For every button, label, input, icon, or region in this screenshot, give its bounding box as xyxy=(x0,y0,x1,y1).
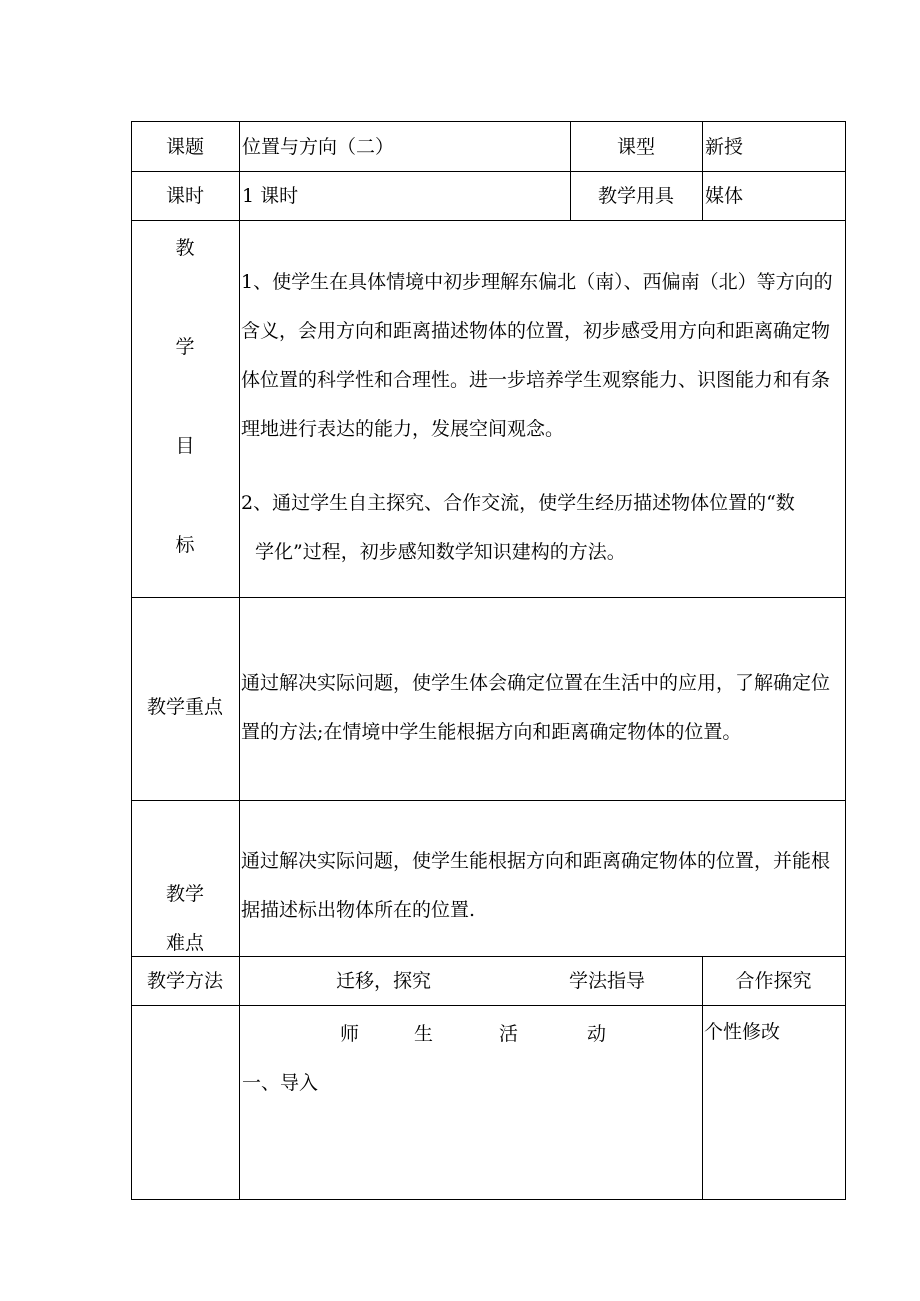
activity-heading-char: 动 xyxy=(587,1023,607,1045)
goals-label-char: 标 xyxy=(175,534,195,556)
lesson-type-label: 课型 xyxy=(616,136,655,158)
topic-label: 课题 xyxy=(165,136,204,158)
difficulties-text: 通过解决实际问题，使学生能根据方向和距离确定物体的位置，并能根据描述标出物体所在的位置. xyxy=(241,850,831,921)
key-points-label: 教学重点 xyxy=(146,696,223,718)
section-intro-heading: 一、导入 xyxy=(242,1072,319,1094)
goal-item-2-line-2: 学化”过程，初步感知数学知识建构的方法。 xyxy=(255,541,626,563)
goal-item-2-line-1: 2、通过学生自主探究、合作交流，使学生经历描述物体位置的“数 xyxy=(241,492,795,514)
lesson-type-value: 新授 xyxy=(705,136,744,158)
difficulties-label-line-1: 教学 xyxy=(165,883,204,905)
teaching-tools-value: 媒体 xyxy=(705,185,744,207)
study-guide-value: 合作探究 xyxy=(735,970,812,992)
col-divider xyxy=(702,121,703,221)
difficulties-label-line-2: 难点 xyxy=(165,932,204,954)
activity-heading-char: 活 xyxy=(499,1023,519,1045)
goals-label-char: 学 xyxy=(175,336,195,358)
teaching-method-value: 迁移，探究 xyxy=(336,970,432,992)
period-value: 1 课时 xyxy=(242,185,299,207)
key-points-text: 通过解决实际问题，使学生体会确定位置在生活中的应用，了解确定位置的方法;在情境中学生能根据方向和距离确定物体的位置。 xyxy=(241,672,831,743)
goals-label-char: 目 xyxy=(175,435,195,457)
activity-heading-char: 生 xyxy=(414,1023,434,1045)
activity-heading-char: 师 xyxy=(340,1023,360,1045)
teaching-method-label: 教学方法 xyxy=(146,970,223,992)
goals-label-char: 教 xyxy=(175,237,195,259)
col-divider xyxy=(239,121,240,1200)
study-guide-label: 学法指导 xyxy=(569,970,646,992)
goal-item-1: 1、使学生在具体情境中初步理解东偏北（南）、西偏南（北）等方向的含义，会用方向和距离描述物体的位置，初步感受用方向和距离确定物体位置的科学性和合理性。进一步培养学生观察能力、识图能力和有条理地进行表达的能力，发展空间观念。 xyxy=(241,271,833,440)
teaching-tools-label: 教学用具 xyxy=(597,185,674,207)
period-label: 课时 xyxy=(165,185,204,207)
personal-notes-label: 个性修改 xyxy=(704,1021,781,1043)
topic-value: 位置与方向（二） xyxy=(242,136,395,158)
